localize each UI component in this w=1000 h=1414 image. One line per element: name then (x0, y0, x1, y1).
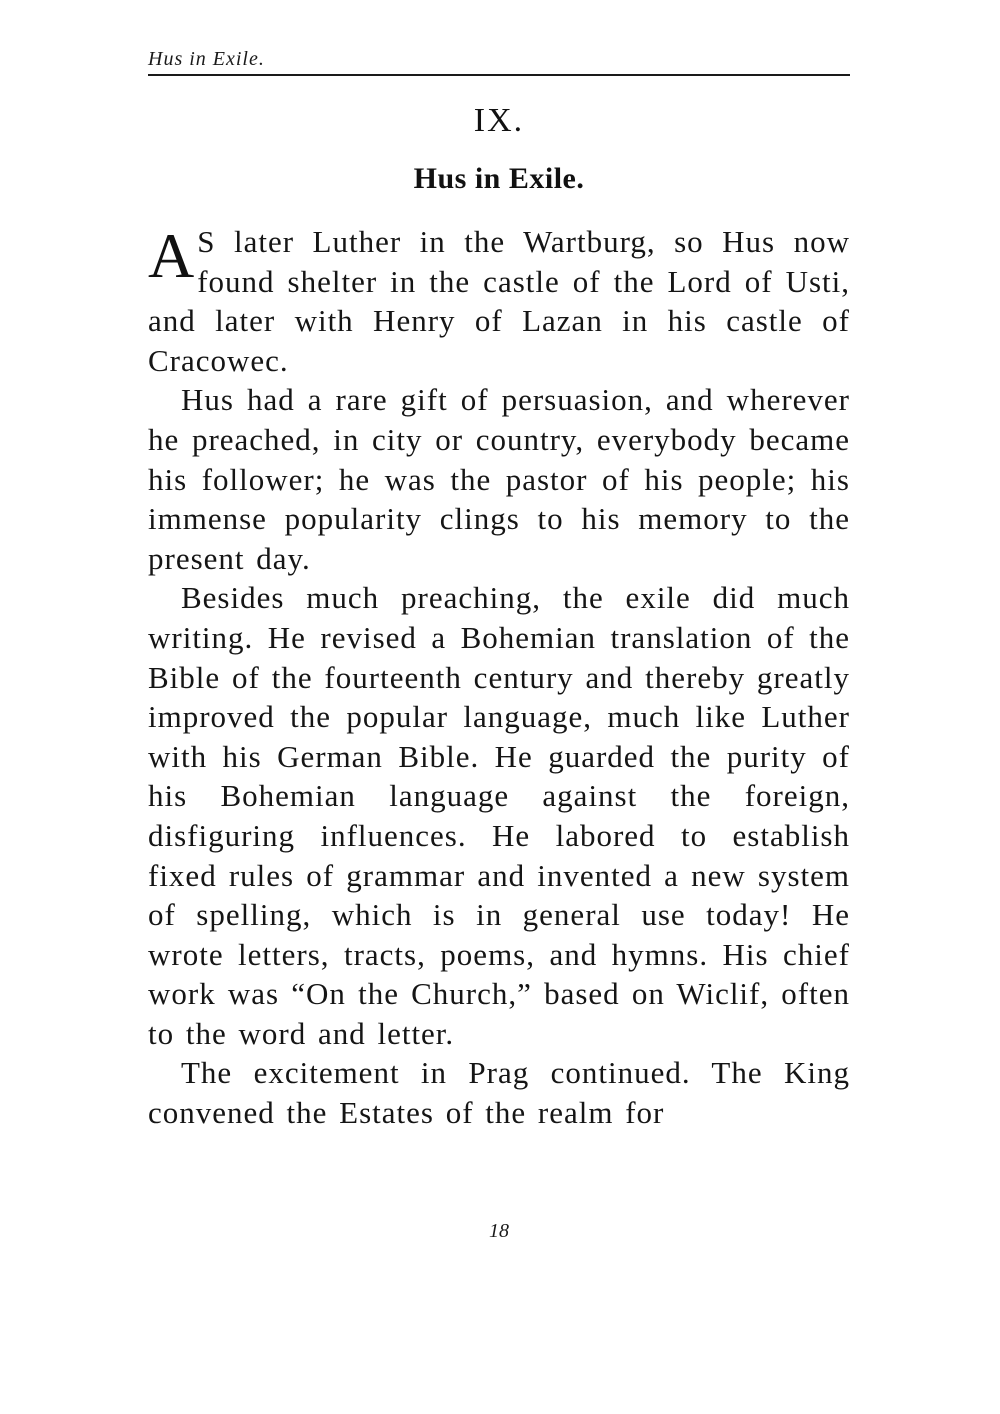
paragraph-4: The excitement in Prag continued. The King convened the Estates of the realm for (148, 1055, 850, 1131)
paragraph-2: Hus had a rare gift of persuasion, and wherever he preached, in city or country, everybody became his follower; he was the pastor of his people; his immense popularity clings to his memory to the present day. (148, 382, 850, 576)
running-header: Hus in Exile. (148, 48, 265, 70)
paragraph-3: Besides much preaching, the exile did much writing. He revised a Bohemian translation of the Bible of the fourteenth century and thereby greatly improved the popular language, much like Luther with his German Bible. He guarded the purity of his Bohemian language against the foreign, disfiguring influences. He labored to establish fixed rules of grammar and invented a new system of spelling, which is in general use today! He wrote letters, tracts, poems, and hymns. His chief work was “On the Church,” based on Wiclif, often to the word and letter. (148, 580, 850, 1051)
chapter-number: IX. (473, 102, 525, 139)
body-text (148, 222, 850, 1133)
drop-cap: A (148, 220, 196, 291)
chapter-title: Hus in Exile. (413, 162, 585, 195)
page-number: 18 (489, 1220, 509, 1242)
header-rule (148, 74, 850, 76)
paragraph-1-text: S later Luther in the Wartburg, so Hus now found shelter in the castle of the Lord of Usti, and later with Henry of Lazan in his castle of Cracowec. (148, 224, 850, 378)
paragraph-1 (148, 222, 850, 380)
